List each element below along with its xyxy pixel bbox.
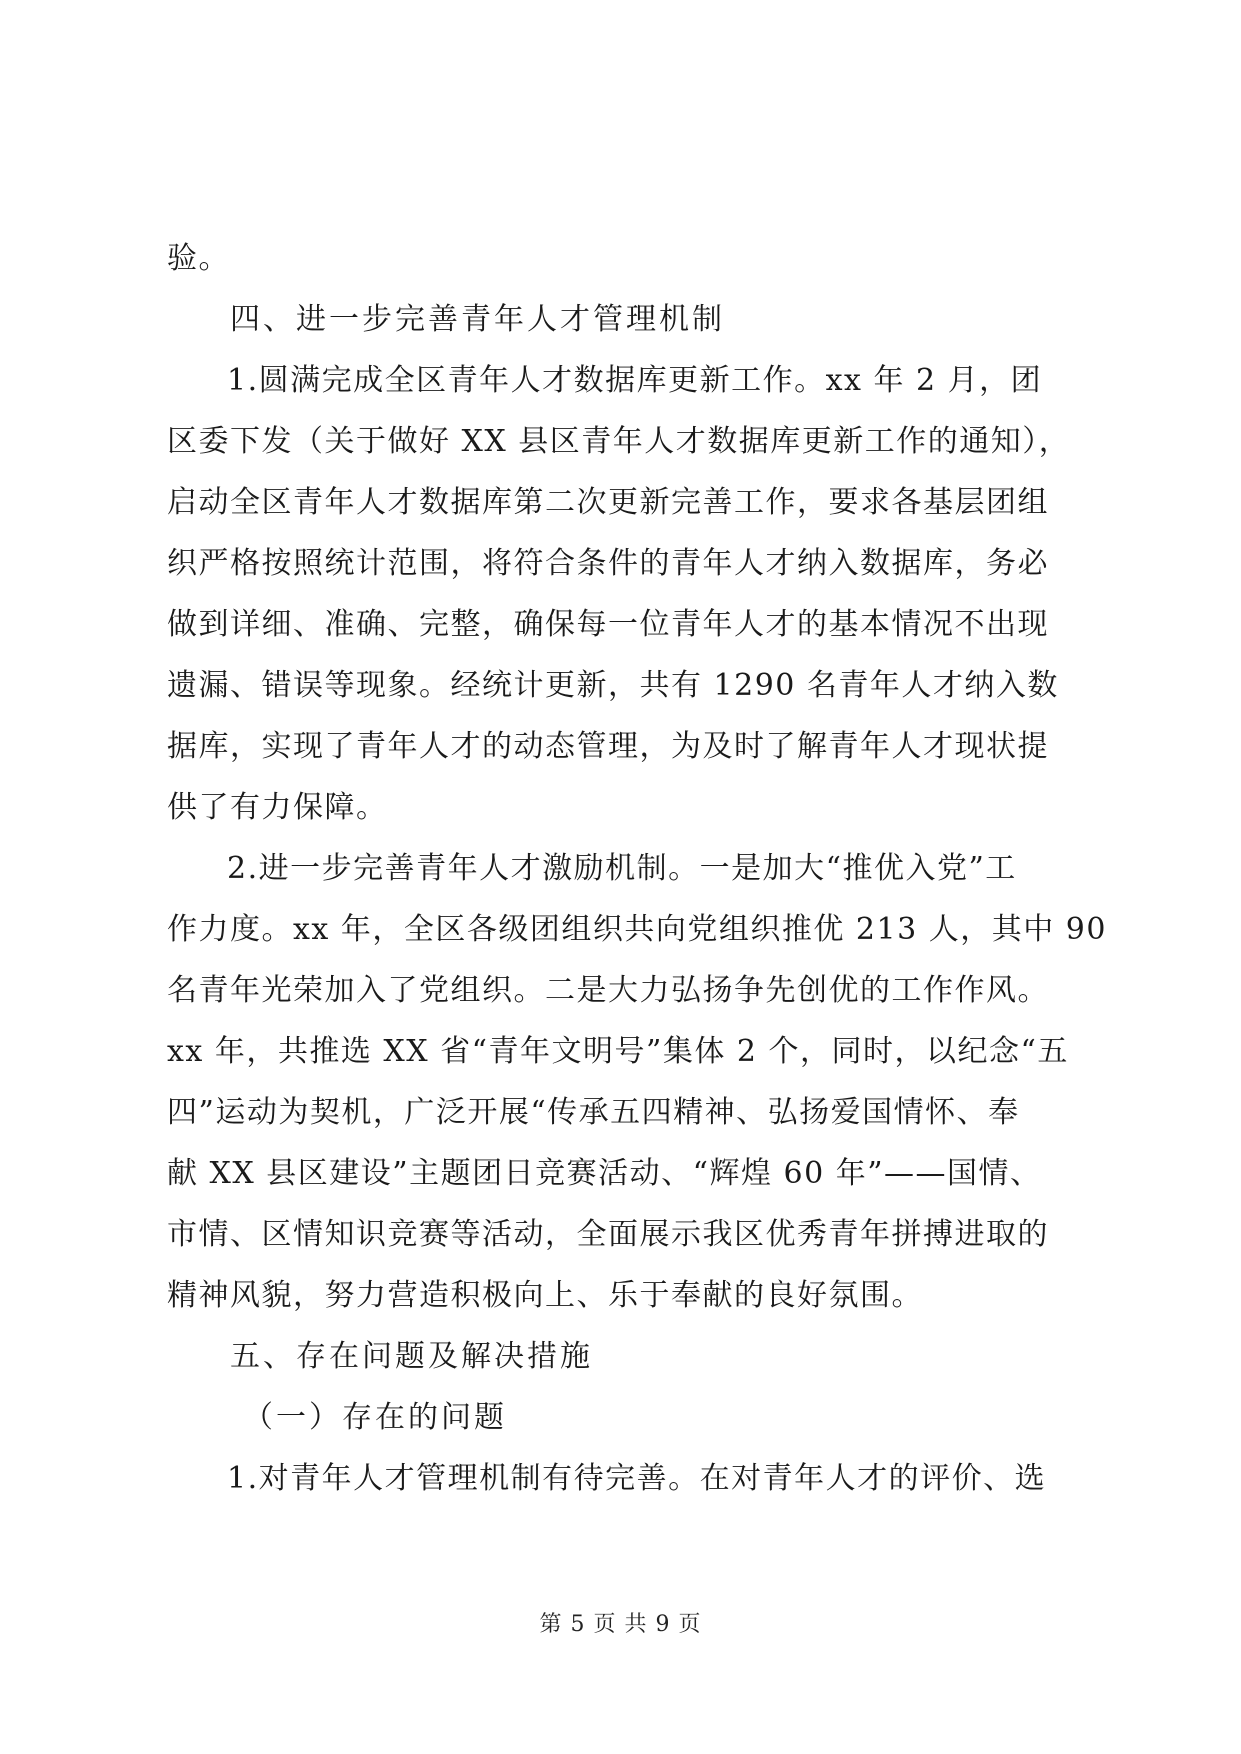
- section-heading: 五、存在问题及解决措施: [230, 1339, 593, 1374]
- paragraph-line: 遗漏、错误等现象。经统计更新，共有 1290 名青年人才纳入数: [167, 668, 1059, 703]
- paragraph-line: 2.进一步完善青年人才激励机制。一是加大“推优入党”工: [227, 851, 1017, 886]
- paragraph-line: xx 年，共推选 XX 省“青年文明号”集体 2 个，同时，以纪念“五: [167, 1034, 1069, 1069]
- paragraph-line: 作力度。xx 年，全区各级团组织共向党组织推优 213 人，其中 90: [167, 912, 1107, 947]
- paragraph-line: 区委下发（关于做好 XX 县区青年人才数据库更新工作的通知），: [167, 424, 1071, 459]
- section-heading: 四、进一步完善青年人才管理机制: [230, 302, 725, 337]
- paragraph-line: 做到详细、准确、完整，确保每一位青年人才的基本情况不出现: [167, 607, 1049, 642]
- paragraph-line: 市情、区情知识竞赛等活动，全面展示我区优秀青年拼搏进取的: [167, 1217, 1049, 1252]
- paragraph-line: 精神风貌，努力营造积极向上、乐于奉献的良好氛围。: [167, 1278, 923, 1313]
- page-number: 第 5 页 共 9 页: [539, 1612, 702, 1637]
- subsection-heading: （一）存在的问题: [243, 1400, 507, 1435]
- body-text: [167, 228, 1107, 1509]
- paragraph-line: 名青年光荣加入了党组织。二是大力弘扬争先创优的工作作风。: [167, 973, 1049, 1008]
- paragraph-line: 启动全区青年人才数据库第二次更新完善工作，要求各基层团组: [167, 485, 1049, 520]
- paragraph-line: 四”运动为契机，广泛开展“传承五四精神、弘扬爱国情怀、奉: [167, 1095, 1020, 1130]
- paragraph-line: 献 XX 县区建设”主题团日竞赛活动、“辉煌 60 年”——国情、: [167, 1156, 1042, 1191]
- paragraph-line: 1.对青年人才管理机制有待完善。在对青年人才的评价、选: [227, 1461, 1047, 1496]
- paragraph-line: 据库，实现了青年人才的动态管理，为及时了解青年人才现状提: [167, 729, 1049, 764]
- paragraph-line: 供了有力保障。: [167, 790, 388, 825]
- paragraph-line: 织严格按照统计范围，将符合条件的青年人才纳入数据库，务必: [167, 546, 1049, 581]
- paragraph-line: 1.圆满完成全区青年人才数据库更新工作。xx 年 2 月，团: [227, 363, 1043, 398]
- paragraph-line: 验。: [167, 241, 230, 276]
